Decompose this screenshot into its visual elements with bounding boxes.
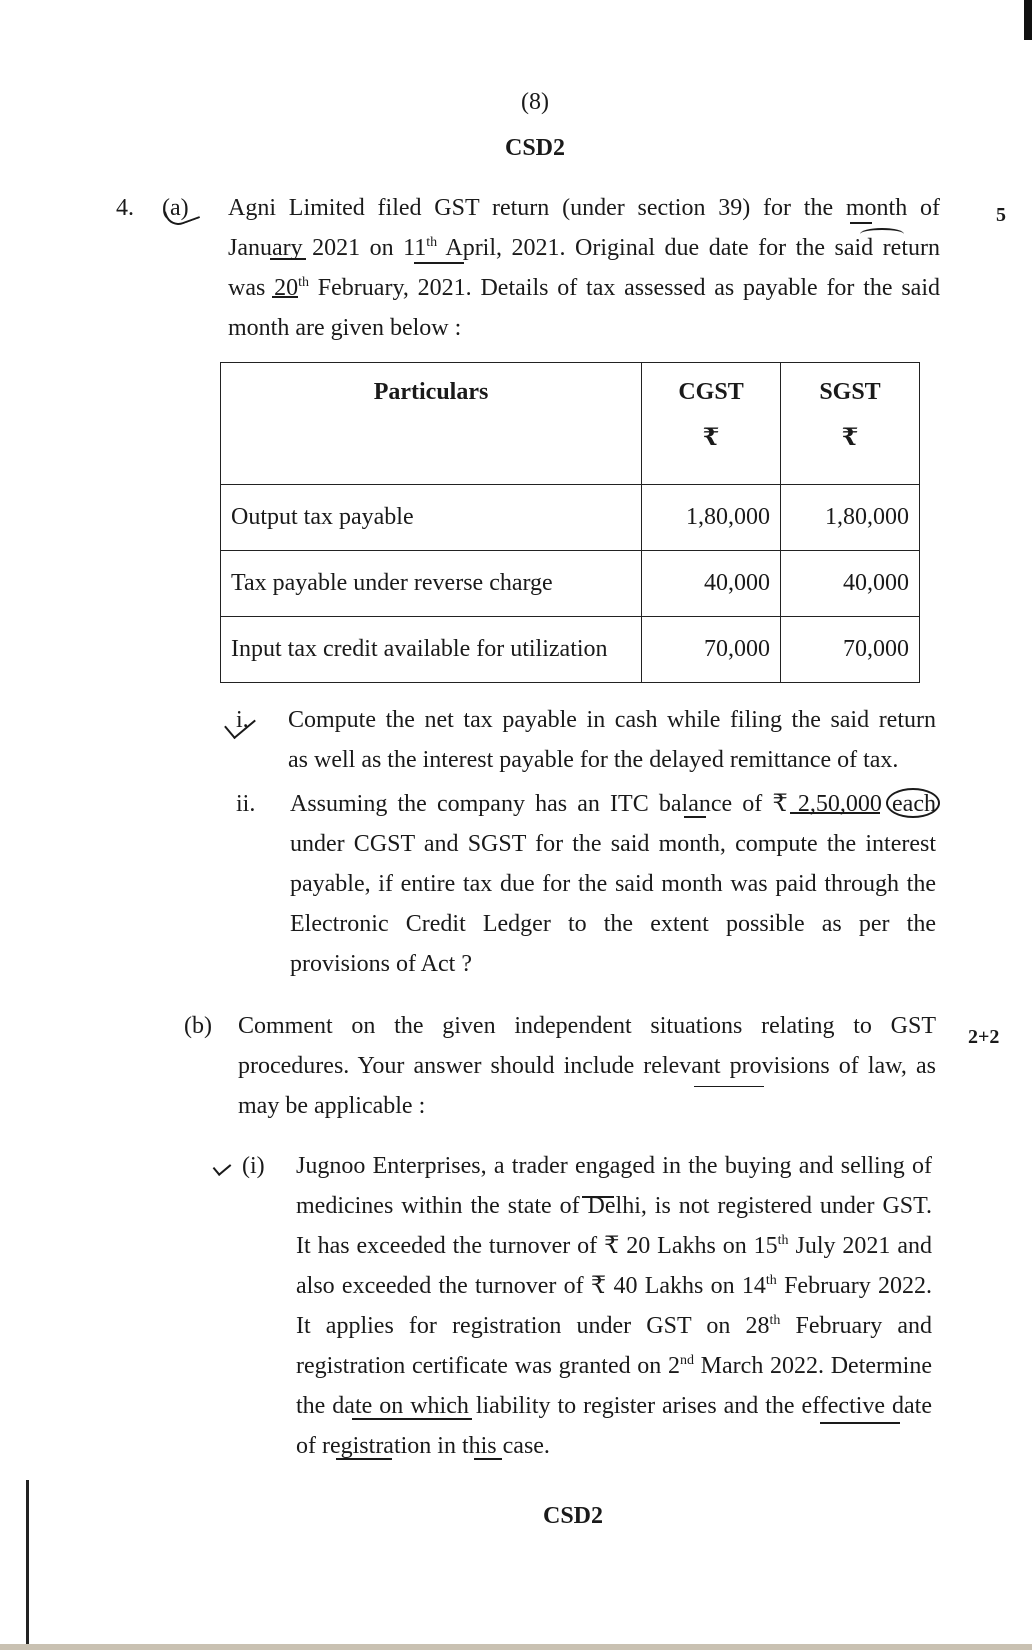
- row-sgst: 70,000: [781, 617, 920, 683]
- pen-underline-date: [352, 1418, 472, 1420]
- table-row: [221, 485, 920, 551]
- row-sgst: 1,80,000: [781, 485, 920, 551]
- pen-underline-amount: [790, 812, 880, 814]
- pen-circle-each: [886, 788, 940, 818]
- pen-underline-balance: [684, 816, 706, 818]
- sub-ii-label: ii.: [236, 791, 256, 817]
- pen-tick-b-i: [213, 1158, 232, 1176]
- pen-mark-delhi: [582, 1196, 614, 1198]
- page-corner-top-right: [1024, 0, 1032, 40]
- paper-code: CSD2: [504, 135, 565, 161]
- part-a-line-3: was 20th February, 2021. Details of tax assessed as payable for the said: [228, 275, 940, 301]
- row-cgst: 40,000: [642, 551, 781, 617]
- row-particular: Tax payable under reverse charge: [221, 551, 642, 617]
- pen-underline-this: [474, 1458, 502, 1460]
- part-b-marks: 2+2: [968, 1026, 1000, 1048]
- header-cgst: CGST ₹: [642, 363, 781, 485]
- table-header-row: [221, 363, 920, 485]
- header-particulars: Particulars: [221, 363, 642, 485]
- part-a-intro: [228, 188, 940, 348]
- part-b-sub-i-text: Jugnoo Enterprises, a trader engaged in the buying and selling of medicines within the state of Delhi, is not registered under GST. It has exceeded the turnover of ₹ 20 Lakhs on 15th July 2021 and also exceeded the turnover of ₹ 40 Lakhs on 14th February 2022. It applies for registration under GST on 28th February and registration certificate was granted on 2nd March 2022. Determine the date on which liability to register arises and the effective date of registration in this case.: [296, 1153, 932, 1459]
- row-particular: Output tax payable: [221, 485, 642, 551]
- page-edge-bottom: [0, 1644, 1032, 1650]
- part-a-marks: 5: [996, 204, 1006, 226]
- pen-underline-april: [414, 262, 464, 264]
- row-sgst: 40,000: [781, 551, 920, 617]
- tax-table: [220, 362, 920, 683]
- pen-underline-january: [270, 258, 306, 260]
- pen-mark-month: [850, 222, 872, 224]
- sub-ii-text: Assuming the company has an ITC balance of ₹ 2,50,000 each under CGST and SGST for the said month, compute the interest payable, if entire tax due for the said month was paid through the Electronic Credit Ledger to the extent possible as per the provisions of Act ?: [290, 791, 936, 977]
- pen-overline-20th: [272, 296, 298, 298]
- part-b-intro: Comment on the given independent situations relating to GST procedures. Your answer should include relevant provisions of law, as may be applicable :: [238, 1013, 936, 1119]
- table-row: [221, 551, 920, 617]
- sub-i-text: Compute the net tax payable in cash while filing the said return as well as the interest payable for the delayed remittance of tax.: [288, 707, 936, 773]
- table-row: [221, 617, 920, 683]
- part-a-label: (a): [162, 195, 189, 221]
- page-edge-left: [26, 1480, 29, 1650]
- part-a-line-2: January 2021 on 11th April, 2021. Original due date for the said return: [228, 235, 940, 261]
- part-a-line-4: month are given below :: [228, 315, 462, 341]
- pen-arc-said: [860, 228, 904, 240]
- pen-underline-effective: [820, 1422, 900, 1424]
- row-particular: Input tax credit available for utilization: [221, 617, 642, 683]
- footer-code: CSD2: [542, 1503, 603, 1529]
- part-a-line-1: Agni Limited filed GST return (under section 39) for the month of: [228, 195, 940, 221]
- header-sgst: SGST ₹: [781, 363, 920, 485]
- part-b-sub-i-label: (i): [242, 1153, 265, 1179]
- row-cgst: 70,000: [642, 617, 781, 683]
- page-number: (8): [521, 89, 549, 115]
- pen-underline-registration: [336, 1458, 392, 1460]
- part-b-label: (b): [184, 1013, 212, 1039]
- row-cgst: 1,80,000: [642, 485, 781, 551]
- sub-i-label: i.: [236, 707, 249, 733]
- question-number: 4.: [116, 195, 134, 221]
- pen-underline-provisions: [694, 1086, 764, 1087]
